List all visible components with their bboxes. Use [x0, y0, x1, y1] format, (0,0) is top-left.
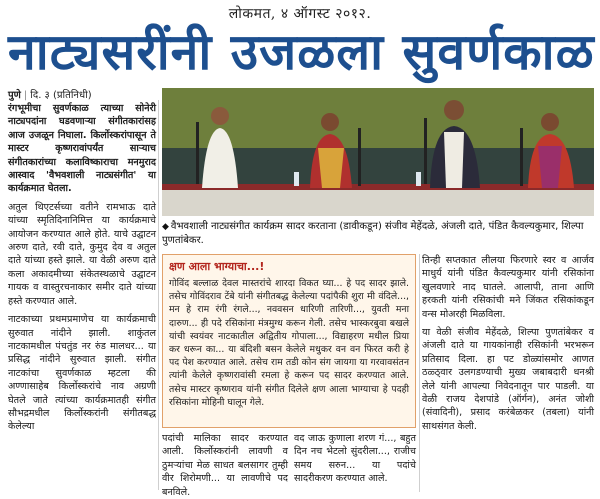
column-divider [419, 254, 420, 492]
photo-caption-text: वैभवशाली नाट्यसंगीत कार्यक्रम सादर करताना (डावीकडून) संजीव मेहेंदळे, अंजली दाते, पंडित कैवल्यकुमार, शिल्पा पुणतांबेकर. [162, 221, 584, 246]
byline-separator: | [23, 90, 28, 101]
photo-caption [162, 220, 594, 247]
caption-marker-icon: ◆ [162, 222, 169, 232]
byline [8, 87, 92, 101]
performance-photo-illustration [162, 88, 594, 216]
sidebar-box [162, 254, 416, 428]
article-column-3 [422, 254, 594, 492]
article-column-2b [294, 432, 416, 492]
column-divider [158, 100, 159, 490]
byline-date: दि. ३ [30, 90, 50, 101]
article-paragraph: अतुल थिएटर्सच्या वतीने रामभाऊ दाते यांच्या स्मृतिदिनानिमित्त या कार्यक्रमाचे आयोजन करण्यात आले होते. याचे उद्घाटन अरुण दाते, रवी दाते, कुमुद देव व अतुल दाते यांच्या हस्ते झाले. या वेळी अरुण दाते कला अकादमीच्या संकेतस्थळाचे उद्घाटन गायक व वास्तुरचनाकार समीर दाते यांच्या हस्ते करण्यात आले. [8, 201, 156, 307]
article-lead-paragraph: रंगभूमीचा सुवर्णकाळ त्याच्या सोनेरी नाट्यपदांना घडवणाऱ्या संगीतकारांसह आज उजळून निघाला. किर्लोस्करांपासून ते मास्टर कृष्णरावांपर्यंत साऱ्याच संगीतकारांच्या कलाविष्काराचा मनमुराद आस्वाद 'वैभवशाली नाट्यसंगीत' या कार्यक्रमात घेतला. [8, 103, 156, 195]
article-paragraph: पदांची मालिका सादर करण्यात आली. किर्लोस्करांनी लावणी व ठुमऱ्यांचा मेळ साधत बलसागर तुम्ही वीर शिरोमणी... या लावणीचे पद बनविले. [162, 433, 288, 498]
byline-city: पुणे [8, 90, 21, 101]
article-column-2a [162, 432, 288, 498]
headline: नाट्यसरींनी उजळला सुवर्णकाळ [8, 22, 595, 81]
article-paragraph: या वेळी संजीव मेहेंदळे, शिल्पा पुणतांबेकर व अंजली दाते या गायकांनाही रसिकांनी भरभरून प्रतिसाद दिला. हा पट डोळ्यांसमोर आणत ठळ्ठ्वार उलगडण्याची मुख्य जबाबदारी धनश्री लेले यांनी आपल्या निवेदनातून पार पाडली. या वेळी राजय देशपांडे (ऑर्गन), अनंत जोशी (संवादिनी), प्रसाद करंबेळकर (तबला) यांनी साथसंगत केली. [422, 327, 594, 432]
masthead: लोकमत, ४ ऑगस्ट २०१२. [228, 6, 372, 22]
byline-source: (प्रतिनिधी) [52, 90, 92, 101]
performance-photo [162, 88, 594, 216]
sidebar-box-title: क्षण आला भाग्याचा...! [169, 260, 265, 273]
article-paragraph: वद जाऊ कुणाला शरण गं..., बहुत दिन नच भेटलो सुंदरीला..., राजीच समय सरुन... या पदांचे सादरीकरण करण्यात आले. [294, 433, 416, 485]
article-column-1 [8, 102, 156, 490]
sidebar-box-body: गोविंद बल्लाळ देवल मास्तरांचे शारदा विकत घ्या... हे पद सादर झाले. तसेच गोविंदराव टेंबे यांनी संगीतबद्ध केलेल्या पदांपैकी शुरा मी वंदिले..., मन हे राम रंगी रंगले..., नववसन धारिणी तारिणी..., युवती मना दारुण... ही पदे रसिकांना मंत्रमुग्ध करून गेली. तसेच भास्करबुवा बखले यांची स्वयंवर नाटकातील अद्वितीय गोपाला..., विद्याहरण मधील प्रिया कर धरून का... या बंदिशी बसन केलेले मधुकर वन वन फिरत करी हे पद पेश करण्यात आले. तसेच राम तडी कोन संग जायगा या गरवावसंतन त्यांनी केलेले कृष्णरावांसी रमला हे करून पद सादर करण्यात आले. तसेच मास्टर कृष्णराव यांनी संगीत दिलेले क्षण आला भाग्याचा हे पदही रसिकांना मोहिनी घालून गेले. [169, 278, 409, 408]
article-paragraph: नाटकाच्या प्रथमप्रमाणेच या कार्यक्रमाची सुरुवात नांदीने झाली. शाकुंतल नाटकामधील पंचतुंड नर रुंड मालधर... या प्रसिद्ध नांदीने सुरुवात झाली. संगीत नाटकांचा सुवर्णकाळ म्हटला की अण्णासाहेब किर्लोस्करांचे नाव अग्रणी घेतले जाते त्यांच्या कार्यक्रमातही संगीत सौभद्रमधील किर्लोस्करांनी संगीतबद्ध केलेल्या [8, 314, 156, 433]
article-paragraph: तिन्ही सप्तकात लीलया फिरणारे स्वर व आर्जव माधुर्य यांनी पंडित कैवल्यकुमार यांनी रसिकांना खुलवणारे नाद घातले. आलापी, ताना आणि हरकती यांनी रसिकांची मने जिंकत रसिकांकडून वन्स मोअरही मिळविला. [422, 255, 594, 320]
